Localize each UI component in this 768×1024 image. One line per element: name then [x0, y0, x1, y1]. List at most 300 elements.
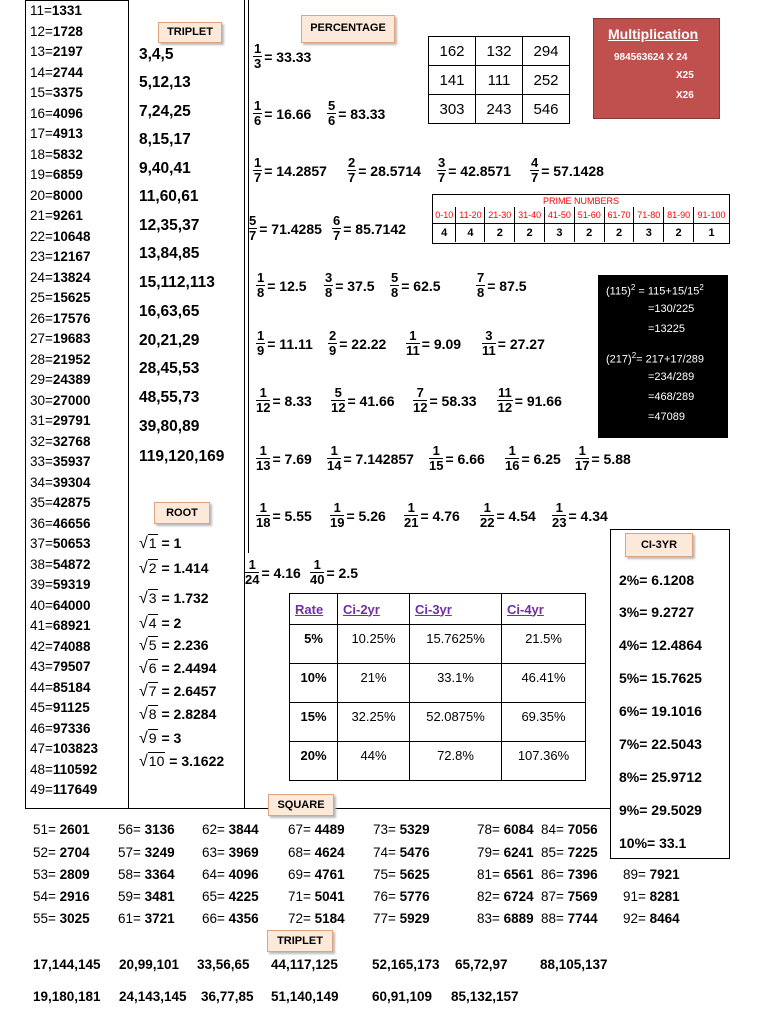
cube-item: 27=19683 [30, 331, 91, 346]
numerator: 3 [325, 270, 333, 285]
denominator: 12 [331, 400, 346, 415]
cube-value: 46656 [52, 515, 91, 531]
fraction [324, 271, 333, 300]
fraction [575, 444, 589, 473]
numerator: 11 [498, 385, 512, 400]
cube-value: 17576 [52, 310, 91, 326]
denominator: 14 [327, 458, 342, 473]
radicand: 9 [148, 730, 157, 746]
square-item: 78= 6084 [477, 822, 534, 837]
cube-value: 5832 [52, 146, 83, 162]
cube-value: 59319 [52, 577, 91, 592]
numerator: 1 [327, 444, 341, 459]
ci-cell: 21% [338, 664, 410, 703]
fraction [497, 386, 513, 415]
ci-cell: 52.0875% [410, 703, 502, 742]
fraction-value: = 71.4285 [259, 220, 322, 237]
fraction [245, 558, 259, 587]
fraction-value: = 87.5 [487, 277, 527, 294]
cube-value: 103823 [52, 741, 98, 756]
triplet-tag-bottom: TRIPLET [267, 930, 333, 952]
numerator: 1 [429, 444, 443, 459]
square-value: 6084 [503, 822, 534, 837]
fraction-entry [253, 156, 333, 185]
cube-item: 36=46656 [30, 515, 91, 531]
cube-item: 20=8000 [30, 187, 83, 203]
root-item: √8 = 2.8284 [139, 706, 217, 723]
sqrt-icon: √ [139, 560, 148, 577]
cube-item: 18=5832 [30, 146, 83, 162]
sqrt-icon: √ [139, 535, 148, 552]
fraction [404, 501, 418, 530]
ci-cell: 20% [290, 742, 338, 781]
cube-item: 14=2744 [30, 64, 83, 80]
denominator: 12 [413, 400, 428, 415]
root-item: √9 = 3 [139, 730, 182, 747]
fraction-value: = 91.66 [514, 392, 562, 409]
square-item: 68= 4624 [288, 845, 345, 860]
grid-cell: 294 [523, 37, 570, 66]
fraction-entry [497, 386, 568, 415]
fraction [253, 99, 262, 128]
square-item: 67= 4489 [288, 822, 345, 837]
fraction [256, 386, 270, 415]
square-item: 57= 3249 [118, 845, 175, 860]
fraction-entry [575, 444, 637, 473]
cube-list [25, 0, 129, 809]
prime-range: 91-100 [694, 207, 730, 224]
square-value: 3721 [144, 911, 175, 926]
square-value: 4761 [314, 867, 345, 882]
fraction-entry [404, 501, 466, 530]
numerator: 5 [328, 98, 336, 113]
fraction [332, 214, 341, 243]
cube-item: 31=29791 [30, 413, 91, 428]
fraction [530, 156, 539, 185]
numerator: 6 [333, 213, 341, 228]
ci-cell: 107.36% [502, 742, 586, 781]
square-value: 4096 [228, 867, 259, 882]
grid-cell: 546 [523, 95, 570, 124]
square-value: 5041 [314, 889, 345, 904]
cube-item: 39=59319 [30, 577, 91, 592]
ci-header: Ci-4yr [502, 594, 586, 625]
root-item: √10 = 3.1622 [139, 753, 225, 770]
fraction-entry [324, 271, 381, 300]
square-value: 4624 [314, 845, 345, 860]
ci-header-row [290, 594, 586, 625]
ci-header: Ci-3yr [410, 594, 502, 625]
fraction-entry [253, 42, 317, 71]
cube-value: 64000 [52, 597, 91, 613]
square-item: 52= 2704 [33, 845, 90, 860]
square-value: 7225 [567, 845, 598, 860]
cube-item: 41=68921 [30, 618, 91, 633]
cube-value: 15625 [52, 290, 91, 305]
denominator: 7 [333, 228, 341, 243]
square-item: 74= 5476 [373, 845, 430, 860]
cube-value: 97336 [52, 720, 91, 736]
triplet-bottom-item: 20,99,101 [119, 957, 180, 972]
ci3yr-tag: CI-3YR [625, 533, 693, 557]
radicand: 10 [148, 753, 165, 769]
triplet-bottom-item: 44,117,125 [271, 957, 338, 972]
trick-line-4: $(217)^2= 217+17/289$ [606, 351, 705, 366]
denominator: 7 [348, 170, 356, 185]
square-item: 84= 7056 [541, 822, 598, 837]
grid-cell: 111 [476, 66, 523, 95]
multiplication-line-2: X25 [676, 70, 694, 81]
numerator: 1 [256, 444, 270, 459]
denominator: 15 [429, 458, 444, 473]
denominator: 7 [249, 228, 257, 243]
denominator: 7 [254, 170, 262, 185]
multiplication-title: Multiplication [608, 26, 699, 42]
prime-count: 4 [456, 224, 485, 243]
square-value: 3025 [59, 911, 90, 926]
numerator: 4 [531, 155, 539, 170]
square-item: 51= 2601 [33, 822, 90, 837]
grid-cell: 243 [476, 95, 523, 124]
denominator: 9 [257, 343, 265, 358]
prime-count: 2 [574, 224, 604, 243]
ci-row [290, 703, 586, 742]
cube-value: 27000 [52, 392, 91, 408]
cube-item: 43=79507 [30, 659, 91, 674]
triplet-item: 8,15,17 [139, 131, 191, 148]
square-value: 7056 [567, 822, 598, 837]
square-trick-box [598, 275, 728, 438]
triplet-bottom-item: 52,165,173 [372, 957, 440, 972]
radicand: 3 [148, 590, 157, 606]
prime-count: 2 [604, 224, 634, 243]
cube-value: 2744 [52, 64, 83, 80]
numerator: 3 [482, 329, 496, 344]
fraction [330, 501, 344, 530]
numerator: 1 [254, 41, 262, 56]
prime-count: 2 [515, 224, 545, 243]
square-item: 61= 3721 [118, 911, 175, 926]
cube-item: 46=97336 [30, 720, 91, 736]
triplet-item: 13,84,85 [139, 245, 200, 262]
cube-item: 29=24389 [30, 372, 91, 387]
fraction [248, 214, 257, 243]
cube-item: 21=9261 [30, 208, 83, 223]
fraction-value: = 62.5 [401, 277, 441, 294]
ci-cell: 69.35% [502, 703, 586, 742]
cube-item: 45=91125 [30, 700, 90, 715]
cube-item: 19=6859 [30, 167, 83, 182]
triplet-item: 16,63,65 [139, 303, 200, 320]
square-value: 5625 [399, 867, 430, 882]
fraction-value: = 7.142857 [343, 450, 414, 467]
cube-value: 6859 [52, 167, 83, 182]
ci3-item: 3%= 9.2727 [619, 604, 695, 620]
fraction [347, 156, 356, 185]
cube-item: 26=17576 [30, 310, 91, 326]
triplet-item: 119,120,169 [139, 448, 225, 465]
fraction [256, 444, 270, 473]
root-item: √4 = 2 [139, 615, 182, 632]
cube-item: 28=21952 [30, 351, 91, 367]
square-value: 6724 [503, 889, 534, 904]
fraction-value: = 8.33 [272, 392, 312, 409]
triplet-bottom-item: 85,132,157 [451, 989, 519, 1004]
denominator: 6 [254, 113, 262, 128]
prime-range: 0-10 [433, 207, 456, 224]
triplet-item: 20,21,29 [139, 332, 200, 349]
fraction-entry [406, 329, 467, 358]
square-value: 8464 [649, 911, 680, 926]
prime-range: 41-50 [545, 207, 575, 224]
fraction [505, 444, 519, 473]
square-item: 66= 4356 [202, 911, 259, 926]
numerator: 1 [552, 501, 566, 516]
fraction-value: = 9.09 [421, 335, 462, 352]
prime-range: 31-40 [515, 207, 545, 224]
fraction-value: = 14.2857 [264, 162, 327, 179]
denominator: 7 [531, 170, 539, 185]
fraction-value: = 33.33 [264, 48, 312, 65]
square-value: 3136 [144, 822, 175, 837]
cube-item: 35=42875 [30, 495, 91, 510]
grid-cell: 141 [429, 66, 476, 95]
ci-row [290, 742, 586, 781]
sqrt-icon: √ [139, 730, 148, 747]
cube-value: 1728 [52, 23, 83, 39]
denominator: 16 [505, 458, 520, 473]
fraction [310, 558, 324, 587]
cube-item: 24=13824 [30, 269, 91, 285]
square-item: 54= 2916 [33, 889, 90, 904]
square-value: 3249 [144, 845, 175, 860]
triplet-item: 11,60,61 [139, 188, 199, 205]
square-value: 5329 [399, 822, 430, 837]
ci-cell: 32.25% [338, 703, 410, 742]
cube-item: 42=74088 [30, 638, 91, 654]
square-item: 83= 6889 [477, 911, 534, 926]
fraction-entry [327, 99, 391, 128]
triplet-bottom-item: 36,77,85 [201, 989, 254, 1004]
numerator: 1 [254, 155, 262, 170]
cube-item: 49=117649 [30, 782, 98, 797]
denominator: 8 [257, 285, 265, 300]
radicand: 2 [148, 560, 157, 576]
prime-title: PRIME NUMBERS [542, 196, 619, 206]
fraction [327, 444, 341, 473]
fraction [437, 156, 446, 185]
denominator: 8 [391, 285, 399, 300]
fraction-entry [330, 501, 392, 530]
multiplication-line-1: 984563624 X 24 [614, 52, 688, 63]
ci3-item: 8%= 25.9712 [619, 769, 702, 785]
square-value: 7744 [567, 911, 598, 926]
numerator: 7 [477, 270, 485, 285]
ci3-item: 4%= 12.4864 [619, 637, 702, 653]
denominator: 9 [329, 343, 337, 358]
denominator: 23 [552, 515, 567, 530]
numerator: 1 [257, 270, 265, 285]
prime-grid [433, 207, 729, 242]
cube-value: 4913 [52, 126, 83, 141]
trick-line-5: =234/289 [648, 371, 695, 383]
numerator: 1 [505, 444, 519, 459]
fraction [552, 501, 566, 530]
denominator: 8 [325, 285, 333, 300]
fraction [390, 271, 399, 300]
prime-count: 2 [664, 224, 694, 243]
prime-range: 11-20 [456, 207, 485, 224]
cube-value: 39304 [52, 474, 91, 490]
root-item: √7 = 2.6457 [139, 683, 217, 700]
cube-value: 13824 [52, 269, 91, 285]
square-item: 87= 7569 [541, 889, 598, 904]
square-value: 2809 [59, 867, 90, 882]
root-item: √2 = 1.414 [139, 560, 209, 577]
cube-value: 12167 [52, 249, 91, 264]
sqrt-icon: √ [139, 590, 148, 607]
square-item: 89= 7921 [623, 867, 680, 882]
square-value: 3364 [144, 867, 175, 882]
triplet-bottom-item: 60,91,109 [372, 989, 433, 1004]
cube-value: 10648 [52, 228, 91, 244]
square-item: 75= 5625 [373, 867, 430, 882]
square-item: 62= 3844 [202, 822, 259, 837]
cube-value: 4096 [52, 105, 83, 121]
fraction-value: = 4.54 [496, 507, 536, 524]
square-value: 3969 [228, 845, 259, 860]
square-item: 53= 2809 [33, 867, 90, 882]
fraction-value: = 6.25 [521, 450, 561, 467]
divider-vertical-1 [244, 0, 245, 808]
numerator: 1 [245, 558, 259, 573]
triplet-item: 7,24,25 [139, 103, 191, 120]
prime-numbers-table [432, 194, 730, 244]
denominator: 12 [256, 400, 271, 415]
denominator: 8 [477, 285, 485, 300]
square-value: 7569 [567, 889, 598, 904]
cube-value: 24389 [52, 372, 91, 387]
sqrt-icon: √ [139, 706, 148, 723]
ci-cell: 46.41% [502, 664, 586, 703]
ci3-item: 5%= 15.7625 [619, 670, 702, 686]
square-item: 71= 5041 [288, 889, 345, 904]
grid-row [429, 37, 570, 66]
root-tag: ROOT [154, 502, 210, 524]
square-item: 58= 3364 [118, 867, 175, 882]
fraction-entry [552, 501, 614, 530]
fraction-entry [413, 386, 483, 415]
fraction-value: = 4.76 [420, 507, 460, 524]
cube-value: 85184 [52, 679, 91, 695]
cube-item: 37=50653 [30, 536, 91, 551]
fraction-value: = 41.66 [347, 392, 395, 409]
square-item: 91= 8281 [623, 889, 680, 904]
triplet-item: 3,4,5 [139, 46, 174, 63]
fraction-value: = 12.5 [267, 277, 307, 294]
square-value: 3844 [228, 822, 259, 837]
denominator: 12 [497, 400, 513, 415]
numerator: 1 [256, 501, 270, 516]
square-value: 4489 [314, 822, 345, 837]
fraction-entry [482, 329, 551, 358]
fraction-entry [480, 501, 542, 530]
divider-vertical-2 [248, 0, 249, 553]
fraction [406, 329, 420, 358]
ci-cell: 10% [290, 664, 338, 703]
triplet-item: 28,45,53 [139, 360, 200, 377]
denominator: 6 [328, 113, 336, 128]
fraction-value: = 37.5 [335, 277, 375, 294]
radicand: 8 [148, 706, 157, 722]
triplet-bottom-item: 51,140,149 [271, 989, 339, 1004]
square-item: 88= 7744 [541, 911, 598, 926]
denominator: 3 [254, 56, 262, 71]
prime-count: 1 [708, 227, 715, 239]
numerator: 2 [329, 328, 337, 343]
numerator: 2 [348, 155, 356, 170]
square-value: 6241 [503, 845, 534, 860]
cube-value: 42875 [52, 495, 91, 510]
fraction-entry [256, 444, 318, 473]
ci3-item: 9%= 29.5029 [619, 802, 702, 818]
square-tag: SQUARE [268, 794, 334, 816]
prime-range: 71-80 [634, 207, 664, 224]
fraction [327, 99, 336, 128]
prime-count: 3 [545, 224, 575, 243]
prime-count: 4 [433, 224, 456, 243]
radicand: 1 [148, 535, 157, 551]
cube-value: 117649 [52, 782, 98, 797]
square-item: 85= 7225 [541, 845, 598, 860]
root-item: √6 = 2.4494 [139, 660, 217, 677]
denominator: 11 [482, 343, 496, 358]
square-item: 77= 5929 [373, 911, 430, 926]
grid-cell: 132 [476, 37, 523, 66]
cube-value: 2197 [52, 44, 83, 59]
square-value: 4225 [228, 889, 259, 904]
ci-cell: 5% [290, 625, 338, 664]
square-item: 92= 8464 [623, 911, 680, 926]
cube-item: 12=1728 [30, 23, 83, 39]
ci-header: Rate [290, 594, 338, 625]
fraction [256, 501, 270, 530]
cube-item: 48=110592 [30, 761, 98, 777]
fraction [482, 329, 496, 358]
denominator: 7 [438, 170, 446, 185]
square-item: 65= 4225 [202, 889, 259, 904]
prime-range: 61-70 [604, 207, 634, 224]
cube-item: 44=85184 [30, 679, 91, 695]
sqrt-icon: √ [139, 753, 148, 770]
fraction [253, 156, 262, 185]
square-item: 56= 3136 [118, 822, 175, 837]
fraction [480, 501, 494, 530]
fraction [413, 386, 427, 415]
cube-value: 79507 [52, 659, 91, 674]
ci3-item: 2%= 6.1208 [619, 572, 695, 588]
ci3-item: 7%= 22.5043 [619, 736, 702, 752]
number-grid [428, 36, 570, 124]
radicand: 5 [148, 637, 157, 653]
root-item: √1 = 1 [139, 535, 182, 552]
trick-line-1: $(115)^2 = 115+15/15^2$ [606, 283, 704, 298]
fraction-value: = 42.8571 [448, 162, 511, 179]
fraction-value: = 11.11 [267, 335, 313, 352]
fraction-entry [256, 271, 313, 300]
square-value: 6889 [503, 911, 534, 926]
denominator: 13 [256, 458, 271, 473]
